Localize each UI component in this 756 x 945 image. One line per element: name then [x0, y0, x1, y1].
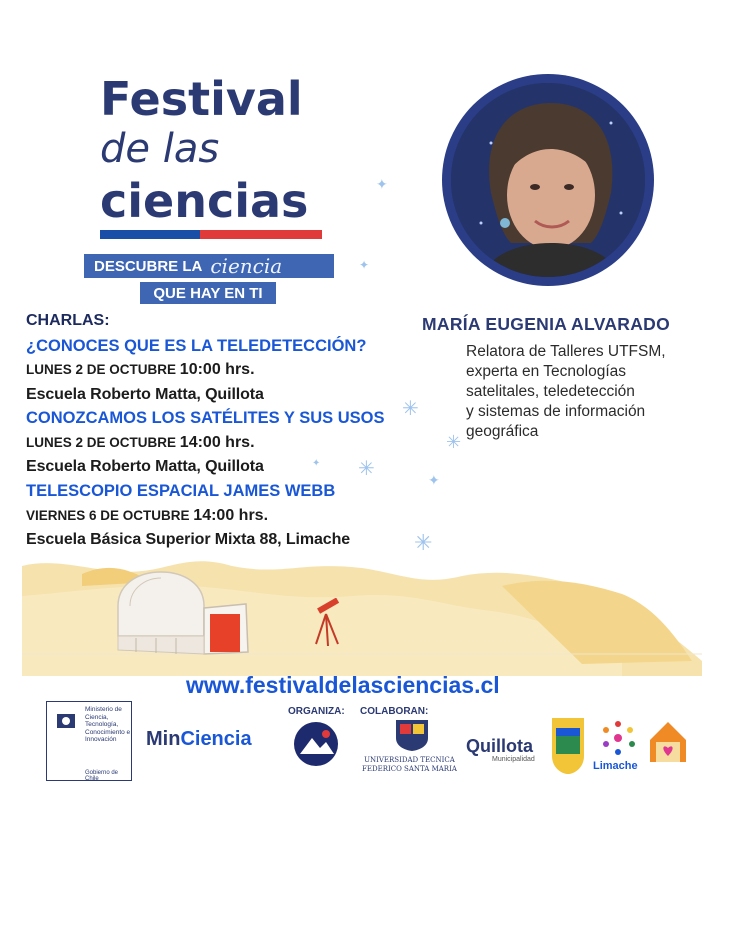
colaboran-label: COLABORAN:	[360, 706, 429, 717]
tagline-part1: DESCUBRE LA	[94, 257, 203, 275]
festival-title-middle: de las	[100, 126, 220, 172]
festival-title-end: ciencias	[100, 174, 309, 228]
star-icon: ✦	[428, 472, 440, 488]
talk-time: 14:00 hrs.	[179, 434, 255, 451]
coat-of-arms-icon	[53, 710, 79, 732]
limache-flower-icon	[600, 718, 636, 758]
talk-title: ¿CONOCES QUE ES LA TELEDETECCIÓN?	[26, 337, 367, 355]
talk-date-text: LUNES 2 DE OCTUBRE	[26, 435, 177, 450]
talk-title: CONOZCAMOS LOS SATÉLITES Y SUS USOS	[26, 409, 385, 427]
utfsm-shield-icon	[394, 718, 430, 752]
talk-date-text: VIERNES 6 DE OCTUBRE	[26, 508, 190, 523]
star-icon: ✳	[446, 432, 462, 452]
tagline-bottom: QUE HAY EN TI	[140, 282, 276, 304]
star-icon: ✦	[376, 176, 388, 192]
utfsm-line2: FEDERICO SANTA MARIA	[362, 765, 457, 773]
tagline-word: ciencia	[210, 254, 283, 278]
observatory-badge-icon	[292, 720, 340, 768]
talk-place: Escuela Roberto Matta, Quillota	[26, 386, 264, 403]
star-icon: ✳	[402, 398, 419, 420]
bio-line: Relatora de Talleres UTFSM,	[466, 343, 666, 360]
quillota-logo: Quillota	[466, 736, 533, 756]
talk-date	[26, 361, 255, 379]
bio-line: experta en Tecnologías	[466, 363, 626, 380]
bio-line: geográfica	[466, 423, 539, 440]
festival-url-link[interactable]: www.festivaldelasciencias.cl	[186, 672, 500, 698]
speaker-bio	[466, 342, 696, 442]
talk-time: 14:00 hrs.	[193, 507, 269, 524]
flag-bar	[100, 230, 322, 239]
event-poster	[22, 46, 702, 788]
ministry-logo	[46, 701, 132, 781]
talk-date	[26, 507, 268, 525]
star-icon: ✦	[359, 258, 370, 272]
utfsm-text	[362, 756, 457, 774]
talk-title: TELESCOPIO ESPACIAL JAMES WEBB	[26, 482, 336, 500]
municipal-shield-icon	[550, 716, 586, 776]
minciencia-logo	[146, 728, 252, 751]
talk-time: 10:00 hrs.	[179, 361, 255, 378]
tagline-top	[84, 254, 334, 278]
bio-line: satelitales, teledetección	[466, 383, 635, 400]
minciencia-b: Ciencia	[180, 728, 252, 750]
talk-place: Escuela Básica Superior Mixta 88, Limache	[26, 531, 351, 548]
utfsm-line1: UNIVERSIDAD TECNICA	[364, 756, 455, 764]
festival-title: Festival	[100, 72, 303, 126]
ministry-text: Ministerio de Ciencia, Tecnología, Conocimiento e Innovación	[85, 706, 131, 743]
star-icon: ✦	[312, 458, 321, 469]
quillota-sub: Municipalidad	[492, 756, 535, 763]
speaker-avatar	[451, 83, 645, 277]
star-icon: ✳	[414, 530, 433, 555]
speaker-name: MARÍA EUGENIA ALVARADO	[422, 314, 671, 334]
bio-line: y sistemas de información	[466, 403, 646, 420]
observatory-illustration	[106, 566, 266, 666]
organiza-label: ORGANIZA:	[288, 706, 345, 717]
gobierno-text: Gobierno de Chile	[85, 770, 119, 782]
talk-date	[26, 434, 255, 452]
star-icon: ✳	[358, 458, 375, 480]
talk-date-text: LUNES 2 DE OCTUBRE	[26, 362, 177, 377]
minciencia-a: Min	[146, 728, 181, 750]
limache-logo: Limache	[593, 760, 638, 772]
charlas-heading: CHARLAS:	[26, 312, 110, 329]
house-logo-icon	[646, 718, 690, 776]
telescope-illustration	[306, 598, 346, 648]
talk-place: Escuela Roberto Matta, Quillota	[26, 458, 264, 475]
